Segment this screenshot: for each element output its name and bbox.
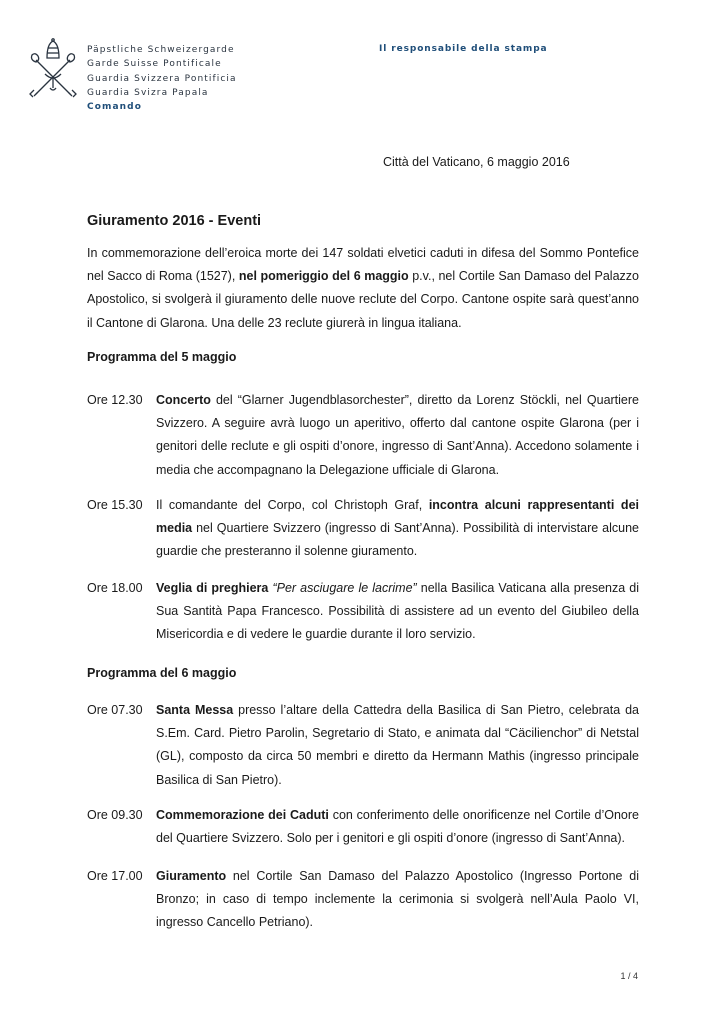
org-command: Comando (87, 102, 142, 113)
event-italic-title: “Per asciugare le lacrime” (272, 581, 417, 595)
event-may6-0730 (87, 699, 639, 792)
program-may5-heading: Programma del 5 maggio (87, 350, 237, 364)
event-may5-1530 (87, 494, 639, 564)
intro-text-2: p.v., nel Cortile San Damaso del Palazzo Apostolico, si svolgerà il giuramento delle nuove reclute del Corpo. Cantone ospite sarà quest’anno il Cantone di Glarona. Una delle 23 reclute giurerà in lingua italiana. (87, 269, 639, 330)
event-time: Ore 18.00 (87, 581, 143, 595)
place-date: Città del Vaticano, 6 maggio 2016 (383, 155, 570, 169)
event-title: Veglia di preghiera (156, 581, 269, 595)
event-time: Ore 12.30 (87, 393, 143, 407)
event-time: Ore 07.30 (87, 703, 143, 717)
intro-text-1: In commemorazione dell’eroica morte dei 147 soldati elvetici caduti in difesa del Sommo Pontefice nel Sacco di Roma (1527), (87, 246, 639, 284)
event-text: con conferimento delle onorificenze nel Cortile d’Onore del Quartiere Svizzero. Solo per i genitori e gli ospiti d’onore (ingresso di Sant’Anna). (156, 808, 639, 846)
intro-paragraph (87, 242, 639, 335)
event-description (156, 865, 639, 935)
event-title: Giuramento (156, 869, 227, 883)
event-description (156, 577, 639, 647)
event-title: Concerto (156, 393, 211, 407)
event-may5-1230 (87, 389, 639, 482)
event-title: Commemorazione dei Caduti (156, 808, 329, 822)
event-time: Ore 17.00 (87, 869, 143, 883)
event-description (156, 804, 639, 850)
event-time: Ore 15.30 (87, 498, 143, 512)
program-may6-heading: Programma del 6 maggio (87, 666, 237, 680)
event-description (156, 494, 639, 564)
org-name-it: Guardia Svizzera Pontificia (87, 73, 237, 84)
event-text: del “Glarner Jugendblasorchester”, diretto da Lorenz Stöckli, nel Quartiere Svizzero. A seguire avrà luogo un aperitivo, offerto dal cantone ospite Glarona (per i genitori delle reclute e gli ospiti d’onore, ingresso di Sant’Anna). Accedono solamente i media che accompagnano la Delegazione ufficiale di Glarona. (156, 393, 639, 477)
org-name-de: Päpstliche Schweizergarde (87, 45, 235, 55)
event-text: presso l’altare della Cattedra della Basilica di San Pietro, celebrata da S.Em. Card. Pietro Parolin, Segretario di Stato, e animata dal “Cäcilienchor” di Netstal (GL), composto da circa 50 membri e diretto da Hermann Mathis (ingresso principale Basilica di San Pietro). (156, 703, 639, 787)
event-may6-1700 (87, 865, 639, 935)
document-title: Giuramento 2016 - Eventi (87, 213, 262, 229)
event-title: incontra alcuni rappresentanti dei media (156, 498, 639, 536)
event-may6-0930 (87, 804, 639, 850)
event-title: Santa Messa (156, 703, 234, 717)
intro-bold: nel pomeriggio del 6 maggio (238, 269, 409, 284)
event-text: nel Cortile San Damaso del Palazzo Apostolico (Ingresso Portone di Bronzo; in caso di tempo inclemente la cerimonia si svolgerà nell’Aula Paolo VI, ingresso Cancello Petriano). (156, 869, 639, 930)
page-number: 1 / 4 (620, 971, 638, 981)
event-description (156, 699, 639, 792)
event-pre-text: Il comandante del Corpo, col Christoph Graf, (156, 498, 429, 512)
event-description (156, 389, 639, 482)
press-officer-label: Il responsabile della stampa (379, 44, 548, 54)
event-text: nella Basilica Vaticana alla presenza di Sua Santità Papa Francesco. Possibilità di assistere ad un evento del Giubileo della Misericordia e di vedere le guardie durante il loro servizio. (156, 581, 639, 642)
papal-coat-of-arms-logo (28, 38, 78, 100)
org-name-rm: Guardia Svizra Papala (87, 87, 209, 98)
org-name-fr: Garde Suisse Pontificale (87, 59, 222, 70)
event-may5-1800 (87, 577, 639, 647)
organization-block (87, 43, 237, 114)
event-text: nel Quartiere Svizzero (ingresso di Sant’Anna). Possibilità di intervistare alcune guardie che presteranno il solenne giuramento. (156, 521, 639, 559)
event-time: Ore 09.30 (87, 808, 143, 822)
